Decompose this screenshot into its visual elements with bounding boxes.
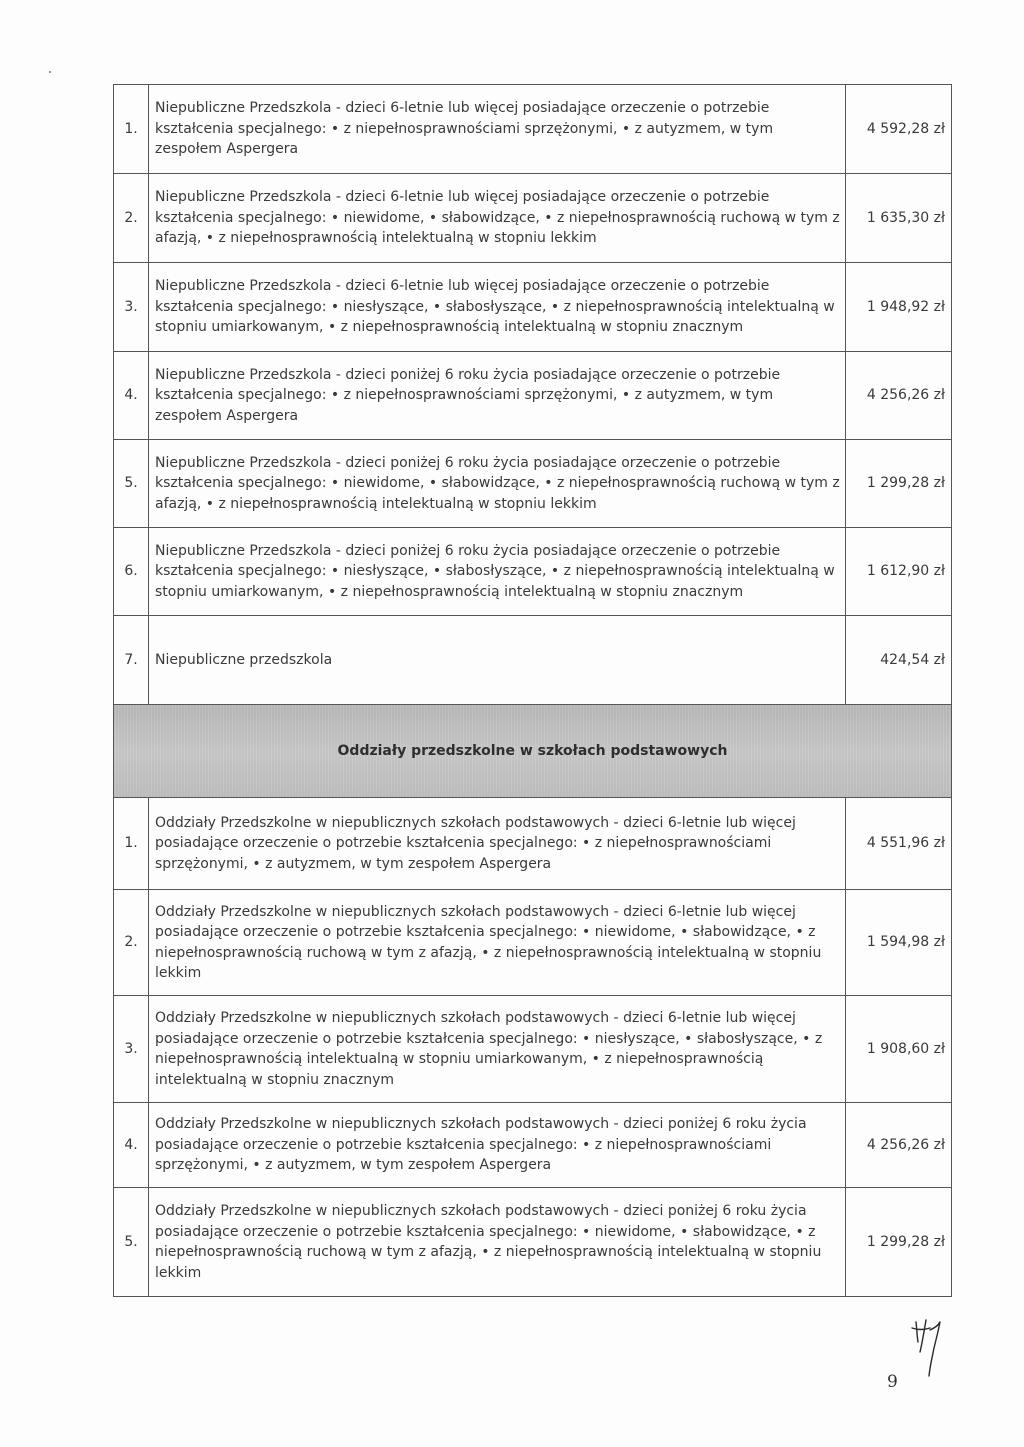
row-description: Niepubliczne przedszkola (149, 616, 846, 705)
table-row (114, 263, 952, 352)
row-number: 4. (114, 1103, 149, 1188)
row-description: Oddziały Przedszkolne w niepublicznych szkołach podstawowych - dzieci 6-letnie lub więcej posiadające orzeczenie o potrzebie kształcenia specjalnego: • z niepełnosprawnościami sprzężonymi, • z autyzmem, w tym zespołem Aspergera (149, 798, 846, 890)
row-number: 3. (114, 263, 149, 352)
scan-speck (49, 71, 51, 73)
table-row (114, 528, 952, 616)
table-row (114, 1103, 952, 1188)
row-amount: 1 299,28 zł (846, 440, 952, 528)
row-number: 5. (114, 440, 149, 528)
table-row (114, 174, 952, 263)
row-amount: 4 256,26 zł (846, 352, 952, 440)
row-number: 2. (114, 890, 149, 996)
row-description: Niepubliczne Przedszkola - dzieci poniżej 6 roku życia posiadające orzeczenie o potrzebie kształcenia specjalnego: • niewidome, • słabowidzące, • z niepełnosprawnością ruchową w tym z afazją, • z niepełnosprawnością intelektualną w stopniu lekkim (149, 440, 846, 528)
row-number: 4. (114, 352, 149, 440)
handwritten-initials (908, 1318, 948, 1378)
table-row (114, 85, 952, 174)
row-amount: 1 635,30 zł (846, 174, 952, 263)
row-number: 6. (114, 528, 149, 616)
row-amount: 1 299,28 zł (846, 1188, 952, 1297)
row-number: 2. (114, 174, 149, 263)
section-header-row (114, 705, 952, 798)
table-row (114, 352, 952, 440)
row-amount: 424,54 zł (846, 616, 952, 705)
row-amount: 4 551,96 zł (846, 798, 952, 890)
table-row (114, 1188, 952, 1297)
row-description: Oddziały Przedszkolne w niepublicznych szkołach podstawowych - dzieci poniżej 6 roku życia posiadające orzeczenie o potrzebie kształcenia specjalnego: • niewidome, • słabowidzące, • z niepełnosprawnością ruchową w tym z afazją, • z niepełnosprawnością intelektualną w stopniu lekkim (149, 1188, 846, 1297)
row-amount: 4 256,26 zł (846, 1103, 952, 1188)
row-description: Oddziały Przedszkolne w niepublicznych szkołach podstawowych - dzieci 6-letnie lub więcej posiadające orzeczenie o potrzebie kształcenia specjalnego: • niesłyszące, • słabosłyszące, • z niepełnosprawnością intelektualną w stopniu umiarkowanym, • z niepełnosprawnością intelektualną w stopniu znacznym (149, 996, 846, 1103)
table-row (114, 440, 952, 528)
row-description: Niepubliczne Przedszkola - dzieci 6-letnie lub więcej posiadające orzeczenie o potrzebie kształcenia specjalnego: • niesłyszące, • słabosłyszące, • z niepełnosprawnością intelektualną w stopniu umiarkowanym, • z niepełnosprawnością intelektualną w stopniu znacznym (149, 263, 846, 352)
row-amount: 1 948,92 zł (846, 263, 952, 352)
row-number: 5. (114, 1188, 149, 1297)
row-amount: 1 594,98 zł (846, 890, 952, 996)
section-header: Oddziały przedszkolne w szkołach podstawowych (114, 705, 952, 798)
row-amount: 4 592,28 zł (846, 85, 952, 174)
row-number: 1. (114, 85, 149, 174)
row-description: Niepubliczne Przedszkola - dzieci 6-letnie lub więcej posiadające orzeczenie o potrzebie kształcenia specjalnego: • niewidome, • słabowidzące, • z niepełnosprawnością ruchową w tym z afazją, • z niepełnosprawnością intelektualną w stopniu lekkim (149, 174, 846, 263)
row-amount: 1 612,90 zł (846, 528, 952, 616)
table-row (114, 616, 952, 705)
page-number: 9 (887, 1372, 898, 1392)
row-number: 3. (114, 996, 149, 1103)
row-number: 1. (114, 798, 149, 890)
row-description: Niepubliczne Przedszkola - dzieci 6-letnie lub więcej posiadające orzeczenie o potrzebie kształcenia specjalnego: • z niepełnosprawnościami sprzężonymi, • z autyzmem, w tym zespołem Aspergera (149, 85, 846, 174)
row-number: 7. (114, 616, 149, 705)
row-description: Niepubliczne Przedszkola - dzieci poniżej 6 roku życia posiadające orzeczenie o potrzebie kształcenia specjalnego: • z niepełnosprawnościami sprzężonymi, • z autyzmem, w tym zespołem Aspergera (149, 352, 846, 440)
row-amount: 1 908,60 zł (846, 996, 952, 1103)
subsidy-rates-table (113, 84, 952, 1297)
row-description: Niepubliczne Przedszkola - dzieci poniżej 6 roku życia posiadające orzeczenie o potrzebie kształcenia specjalnego: • niesłyszące, • słabosłyszące, • z niepełnosprawnością intelektualną w stopniu umiarkowanym, • z niepełnosprawnością intelektualną w stopniu znacznym (149, 528, 846, 616)
table-row (114, 798, 952, 890)
table-row (114, 996, 952, 1103)
table-row (114, 890, 952, 996)
row-description: Oddziały Przedszkolne w niepublicznych szkołach podstawowych - dzieci poniżej 6 roku życia posiadające orzeczenie o potrzebie kształcenia specjalnego: • z niepełnosprawnościami sprzężonymi, • z autyzmem, w tym zespołem Aspergera (149, 1103, 846, 1188)
row-description: Oddziały Przedszkolne w niepublicznych szkołach podstawowych - dzieci 6-letnie lub więcej posiadające orzeczenie o potrzebie kształcenia specjalnego: • niewidome, • słabowidzące, • z niepełnosprawnością ruchową w tym z afazją, • z niepełnosprawnością intelektualną w stopniu lekkim (149, 890, 846, 996)
